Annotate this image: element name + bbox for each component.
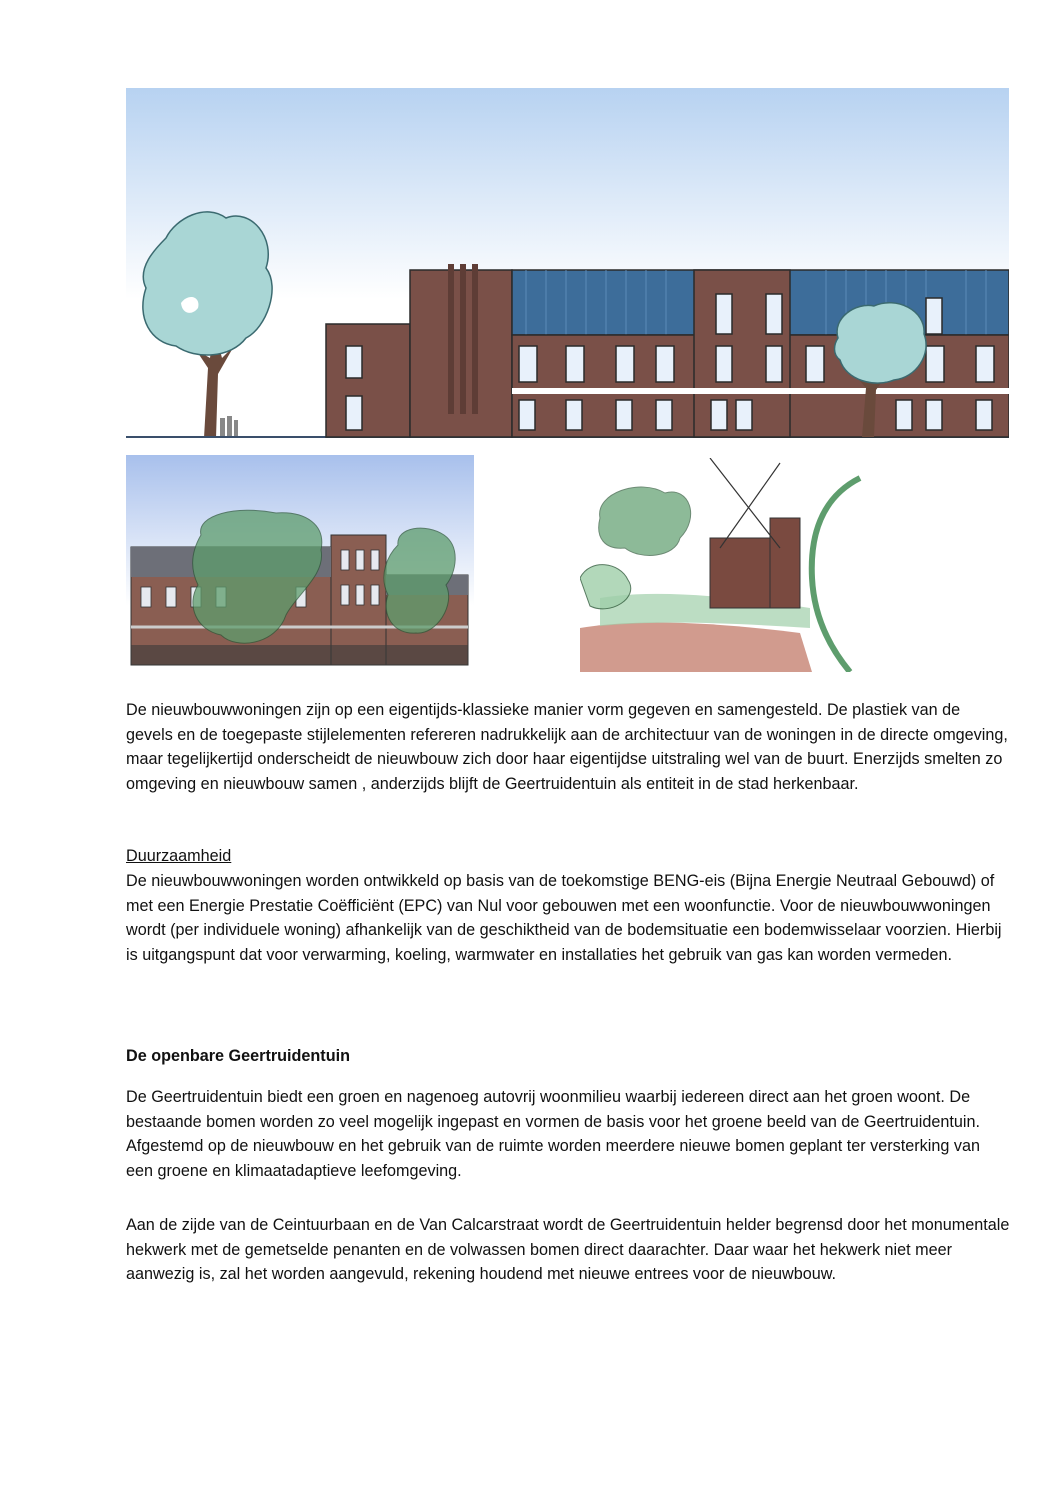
intro-paragraph: De nieuwbouwwoningen zijn op een eigentijds-klassieke manier vorm gegeven en samengesteld. De plastiek van de gevels en de toegepaste stijlelementen refereren nadrukkelijk aan de architectuur van de woningen in de directe omgeving, maar tegelijkertijd onderscheidt de nieuwbouw zich door haar eigentijdse uitstraling wel van de buurt. Enerzijds smelten zo omgeving en nieuwbouw samen , anderzijds blijft de Geertruidentuin als entiteit in de stad herkenbaar. bbox=[126, 701, 1008, 793]
garden-paragraph-1: De Geertruidentuin biedt een groen en nagenoeg autovrij woonmilieu waarbij iedereen direct aan het groen woont. De bestaande bomen worden zo veel mogelijk ingepast en vormen de basis voor het groene beeld van de Geertruidentuin. Afgestemd op de nieuwbouw en het gebruik van de ruimte worden meerdere nieuwe bomen geplant ter versterking van een groene en klimaatadaptieve leefomgeving. bbox=[126, 1088, 980, 1180]
sustainability-paragraph: De nieuwbouwwoningen worden ontwikkeld op basis van de toekomstige BENG-eis (Bijna Energie Neutraal Gebouwd) of met een Energie Prestatie Coëfficiënt (EPC) van Nul voor gebouwen met een woonfunctie. Voor de nieuwbouwwoningen wordt (per individuele woning) afhankelijk van de geschiktheid van de bodemsituatie een bodemwisselaar voorzien. Hierbij is uitgangspunt dat voor verwarming, koeling, warmwater en installaties het gebruik van gas kan worden vermeden. bbox=[126, 872, 1002, 964]
garden-heading: De openbare Geertruidentuin bbox=[126, 1047, 350, 1065]
garden-sketch-illustration bbox=[580, 458, 868, 672]
garden-paragraph-2: Aan de zijde van de Ceintuurbaan en de Van Calcarstraat wordt de Geertruidentuin helder begrensd door het monumentale hekwerk met de gemetselde penanten en de volwassen bomen direct daarachter. Daar waar het hekwerk niet meer aanwezig is, zal het worden aangevuld, rekening houdend met nieuwe entrees voor de nieuwbouw. bbox=[126, 1216, 1010, 1284]
sustainability-heading: Duurzaamheid bbox=[126, 847, 232, 865]
facade-with-trees-illustration bbox=[126, 455, 474, 670]
street-elevation-illustration bbox=[126, 88, 1009, 440]
